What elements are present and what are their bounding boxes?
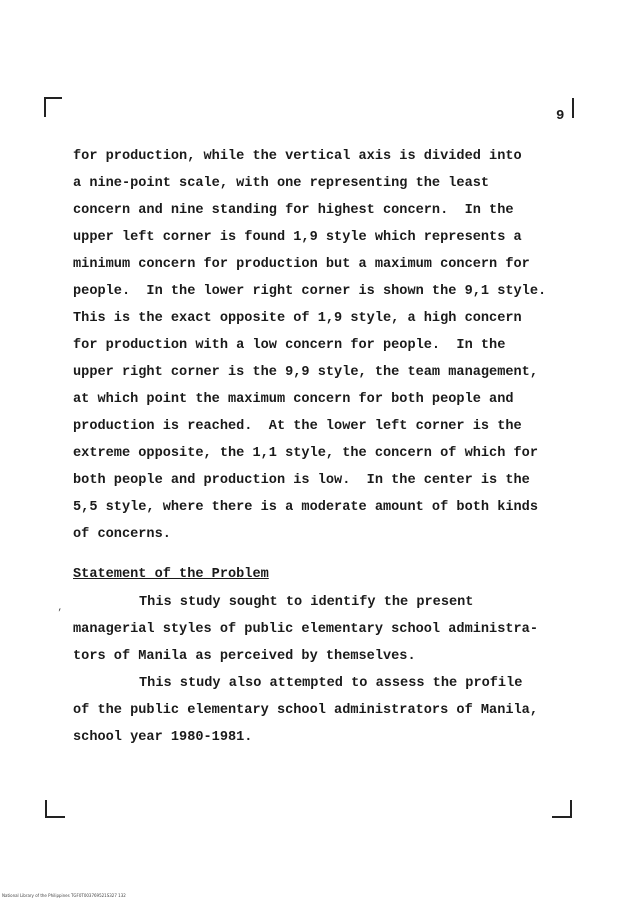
archive-footer: National Library of the Philippines TGF0T003769521S327 132 [2, 893, 126, 898]
text-line: of the public elementary school administrators of Manila, [73, 703, 538, 718]
crop-mark-top-right [568, 98, 574, 118]
text-line: This study also attempted to assess the profile [139, 676, 523, 691]
text-line: minimum concern for production but a maximum concern for [73, 257, 530, 272]
text-line: production is reached. At the lower left corner is the [73, 419, 522, 434]
text-line: tors of Manila as perceived by themselves. [73, 649, 416, 664]
text-line: of concerns. [73, 527, 171, 542]
text-line: for production, while the vertical axis is divided into [73, 149, 522, 164]
stray-mark: ’ [57, 608, 63, 618]
text-line: concern and nine standing for highest concern. In the [73, 203, 514, 218]
text-line: This study sought to identify the present [139, 595, 474, 610]
section-heading: Statement of the Problem [73, 567, 269, 582]
page-number: 9 [556, 108, 565, 124]
text-line: upper left corner is found 1,9 style which represents a [73, 230, 522, 245]
text-line: 5,5 style, where there is a moderate amount of both kinds [73, 500, 538, 515]
text-line: managerial styles of public elementary school administra- [73, 622, 538, 637]
text-line: at which point the maximum concern for both people and [73, 392, 514, 407]
text-line: school year 1980-1981. [73, 730, 253, 745]
text-line: for production with a low concern for people. In the [73, 338, 506, 353]
text-line: a nine-point scale, with one representing the least [73, 176, 490, 191]
crop-mark-top-left [44, 97, 62, 117]
text-line: both people and production is low. In the center is the [73, 473, 530, 488]
text-line: upper right corner is the 9,9 style, the team management, [73, 365, 538, 380]
crop-mark-bottom-right [552, 800, 572, 818]
text-line: people. In the lower right corner is shown the 9,1 style. [73, 284, 547, 299]
text-line: This is the exact opposite of 1,9 style, a high concern [73, 311, 522, 326]
text-line: extreme opposite, the 1,1 style, the concern of which for [73, 446, 538, 461]
crop-mark-bottom-left [45, 800, 65, 818]
